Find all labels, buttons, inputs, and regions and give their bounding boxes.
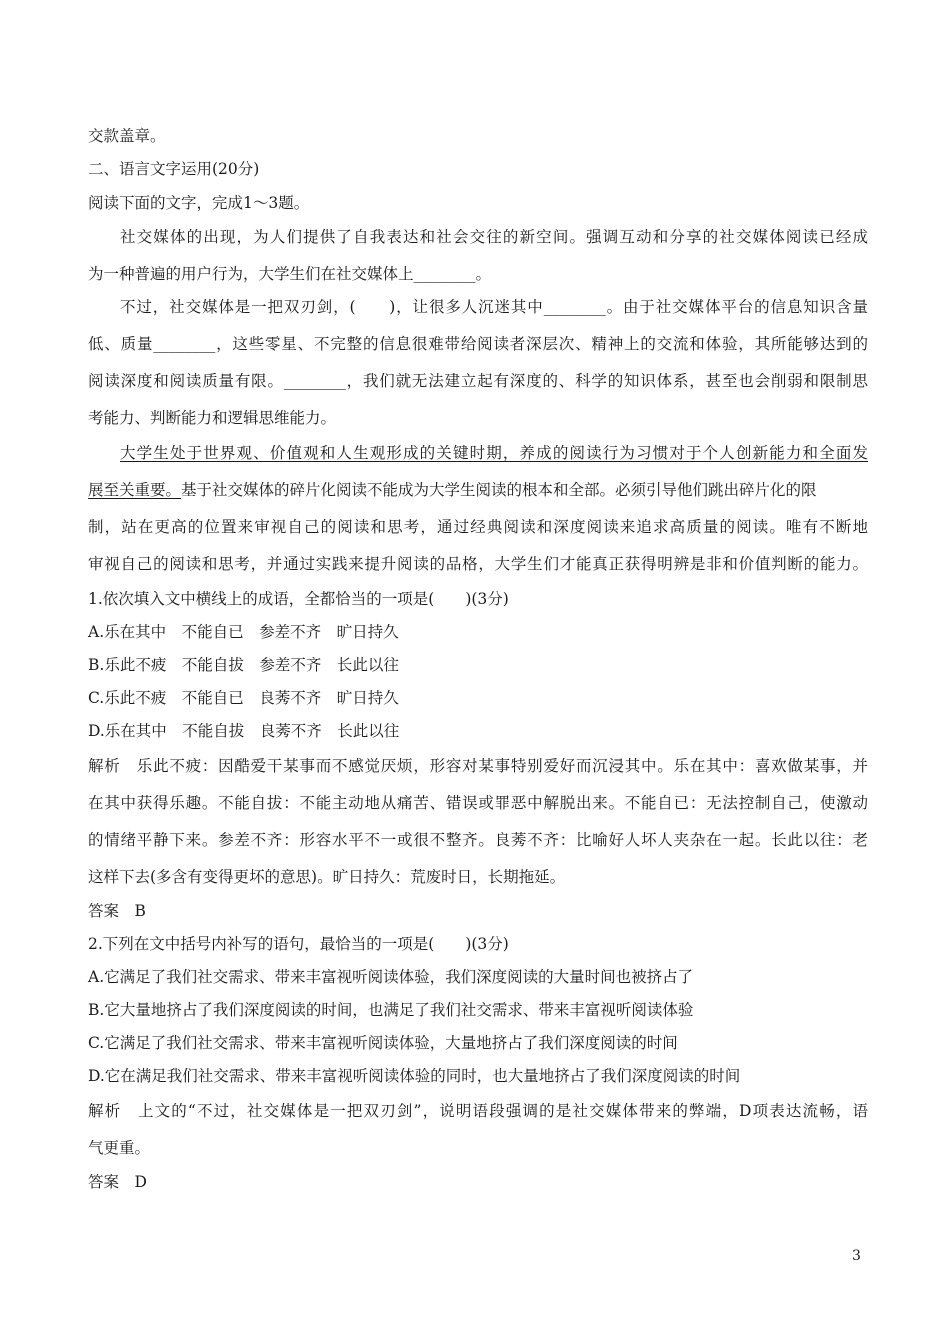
option-c: C.乐此不疲 不能自已 良莠不齐 旷日持久 [88, 689, 399, 707]
passage-line [88, 480, 868, 500]
analysis-line: 解析 乐此不疲：因酷爱干某事而不感觉厌烦，形容对某事特别爱好而沉浸其中。乐在其中：喜欢做某事，并 [88, 757, 868, 775]
answer-2: 答案 D [88, 1173, 147, 1191]
option-d: D.乐在其中 不能自拔 良莠不齐 长此以往 [88, 722, 400, 740]
text-line: 交款盖章。 [88, 127, 166, 145]
analysis-line: 在其中获得乐趣。不能自拔：不能主动地从痛苦、错误或罪恶中解脱出来。不能自已：无法控制自己，使激动 [88, 794, 868, 812]
analysis-line: 解析 上文的“不过，社交媒体是一把双刃剑”，说明语段强调的是社交媒体带来的弊端，D项表达流畅，语 [88, 1102, 868, 1120]
passage-line: 考能力、判断能力和逻辑思维能力。 [88, 409, 337, 427]
option-c: C.它满足了我们社交需求、带来丰富视听阅读体验，大量地挤占了我们深度阅读的时间 [88, 1034, 678, 1052]
question-2: 2.下列在文中括号内补写的语句，最恰当的一项是( )(3分) [88, 935, 509, 953]
section-heading: 二、语言文字运用(20分) [88, 160, 260, 178]
underlined-sentence: 大学生处于世界观、价值观和人生观形成的关键时期，养成的阅读行为习惯对于个人创新能力和全面发 [120, 444, 868, 462]
passage-line: 阅读深度和阅读质量有限。________，我们就无法建立起有深度的、科学的知识体系，甚至也会削弱和限制思 [88, 372, 868, 390]
passage-line: 审视自己的阅读和思考，并通过实践来提升阅读的品格，大学生们才能真正获得明辨是非和价值判断的能力。 [88, 555, 868, 573]
option-a: A.乐在其中 不能自已 参差不齐 旷日持久 [88, 623, 399, 641]
passage-line-rest: 基于社交媒体的碎片化阅读不能成为大学生阅读的根本和全部。必须引导他们跳出碎片化的限 [181, 481, 817, 499]
question-1: 1.依次填入文中横线上的成语，全都恰当的一项是( )(3分) [88, 590, 509, 608]
analysis-line: 这样下去(多含有变得更坏的意思)。旷日持久：荒废时日，长期拖延。 [88, 868, 566, 886]
option-b: B.它大量地挤占了我们深度阅读的时间，也满足了我们社交需求、带来丰富视听阅读体验 [88, 1001, 694, 1019]
passage-line: 制，站在更高的位置来审视自己的阅读和思考，通过经典阅读和深度阅读来追求高质量的阅读。唯有不断地 [88, 518, 868, 536]
analysis-line: 气更重。 [88, 1139, 151, 1157]
answer-1: 答案 B [88, 902, 146, 920]
analysis-line: 的情绪平静下来。参差不齐：形容水平不一或很不整齐。良莠不齐：比喻好人坏人夹杂在一起。长此以往：老 [88, 831, 868, 849]
option-d: D.它在满足我们社交需求、带来丰富视听阅读体验的同时，也大量地挤占了我们深度阅读的时间 [88, 1067, 741, 1085]
page-number: 3 [852, 1248, 861, 1264]
option-a: A.它满足了我们社交需求、带来丰富视听阅读体验，我们深度阅读的大量时间也被挤占了 [88, 968, 694, 986]
option-b: B.乐此不疲 不能自拔 参差不齐 长此以往 [88, 656, 399, 674]
passage-line: 为一种普遍的用户行为，大学生们在社交媒体上________。 [88, 265, 492, 283]
passage-line: 低、质量________，这些零星、不完整的信息很难带给阅读者深层次、精神上的交流和体验，其所能够达到的 [88, 335, 868, 353]
underlined-sentence-end: 展至关重要。 [88, 481, 182, 499]
reading-instruction: 阅读下面的文字，完成1～3题。 [88, 194, 310, 212]
passage-line: 社交媒体的出现，为人们提供了自我表达和社会交往的新空间。强调互动和分享的社交媒体阅读已经成 [120, 228, 868, 246]
passage-line: 不过，社交媒体是一把双刃剑，( )，让很多人沉迷其中________。由于社交媒体平台的信息知识含量 [120, 298, 868, 316]
